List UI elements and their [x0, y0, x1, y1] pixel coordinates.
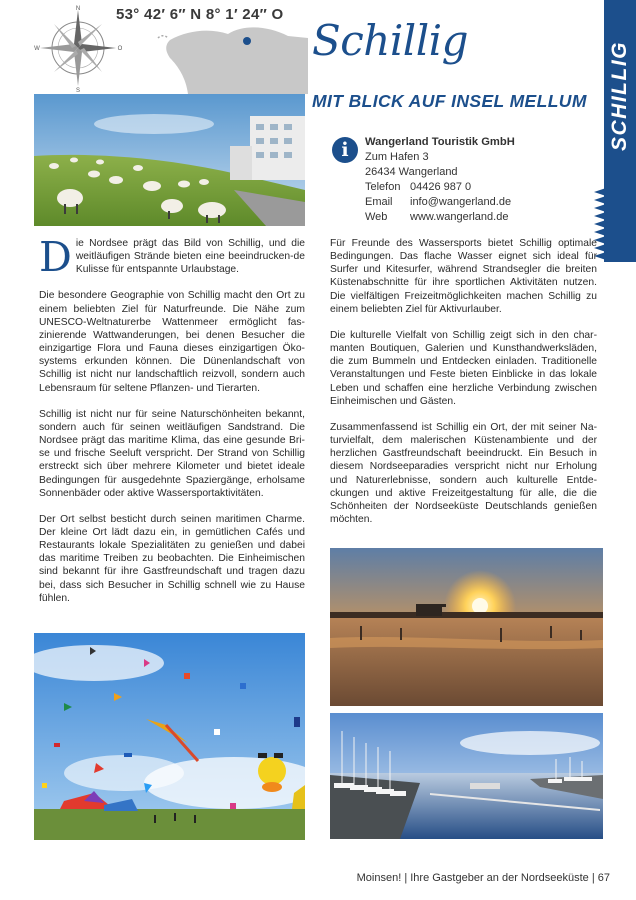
contact-street: Zum Hafen 3: [365, 151, 429, 163]
photo-marina: [330, 713, 603, 839]
paragraph: Die kulturelle Vielfalt von Schillig zeigt sich in den char-manten Boutiquen, Galerien und Kunsthandwerksläden, die zum Bummeln und Entdecken einladen. Traditionelle Veranstaltungen und Feste bieten Einblicke in das lokale Leben und schaffen eine herzliche Verbindung zwischen Einheimischen und Gästen.: [330, 329, 597, 407]
compass-rose-icon: [34, 4, 122, 92]
coastline-map-icon: [148, 14, 308, 94]
photo-kite-festival: [34, 633, 305, 840]
contact-row-web: Web www.wangerland.de: [365, 211, 509, 223]
drop-cap: D: [39, 233, 72, 281]
photo-sunset-beach: [330, 548, 603, 706]
page-title: Schillig: [312, 16, 468, 65]
page-footer: Moinsen! | Ihre Gastgeber an der Nordseeküste | 67: [356, 872, 610, 884]
contact-phone[interactable]: 04426 987 0: [410, 181, 472, 193]
right-text-column: [330, 237, 597, 539]
compass-s: S: [75, 88, 81, 92]
compass-w: W: [34, 46, 40, 52]
contact-city: 26434 Wangerland: [365, 166, 458, 178]
contact-row-phone: Telefon 04426 987 0: [365, 181, 472, 193]
paragraph: Zusammenfassend ist Schillig ein Ort, der mit seiner Na-turvielfalt, dem malerischen Küstenambiente und der herzlichen Gastfreundschaft beeindruckt. Ein Besuch in diesem Nordseeparadies verspricht nicht nur Erholung und Naturerlebnisse, sondern auch kulturelle Entde-ckungen und aktive Freizeitgestaltung für alle, die die Schönheiten der Nordseeküste Deutschlands genießen möchten.: [330, 421, 597, 525]
side-tab-label: SCHILLIG: [608, 41, 631, 151]
info-icon: i: [332, 137, 358, 163]
paragraph: Die besondere Geographie von Schillig macht den Ort zu einem beliebten Ziel für Naturfreunde. Die Nähe zum UNESCO-Weltnaturerbe Wattenmeer ermöglicht fas-zinierende Wattwanderungen, bei denen Besucher die einzigartige Flora und Fauna dieses einzigartigen Öko-systems erkunden können. Die Dünenlandschaft von Schillig ist nicht nur landschaftlich reizvoll, sondern auch Lebensraum für seltene Pflanzen- und Tierarten.: [39, 290, 305, 394]
photo-sheep-dike: [34, 94, 305, 226]
contact-web-link[interactable]: www.wangerland.de: [410, 211, 509, 223]
compass-e: O: [117, 46, 122, 52]
paragraph: Für Freunde des Wassersports bietet Schillig optimale Bedingungen. Das flache Wasser eignet sich ideal für Surfer und Kitesurfer, während Strandsegler die breiten Küstenabschnitte für ihre sportlichen Aktivitäten nutzen. Die vielfältigen Freizeitmöglichkeiten machen Schillig zu einem beliebten Ziel für Aktivurlauber.: [330, 238, 597, 315]
left-text-column: [39, 233, 305, 618]
paragraph: Der Ort selbst besticht durch seinen maritimen Charme. Der kleine Ort lädt dazu ein, in gemütlichen Cafés und Restaurants lokale Spezialitäten zu genießen und dabei das maritime Treiben zu beobachten. Die Einheimischen sind bekannt für ihre Gastfreundschaft und tragen dazu bei, dass sich Besucher in Schillig schnell wie zu Hause fühlen.: [39, 513, 305, 604]
side-tab: [604, 0, 636, 262]
contact-company: Wangerland Touristik GmbH: [365, 136, 515, 148]
compass-n: N: [75, 6, 81, 12]
page-subtitle: MIT BLICK AUF INSEL MELLUM: [312, 91, 587, 111]
contact-row-email: Email info@wangerland.de: [365, 196, 512, 208]
paragraph: Die Nordsee prägt das Bild von Schillig, und die weitläufigen Strände bieten eine beeindrucken-de Kulisse für entspannte Urlaubstage.: [39, 233, 305, 281]
geo-coordinates: 53° 42′ 6″ N 8° 1′ 24″ O: [116, 6, 284, 23]
paragraph: Schillig ist nicht nur für seine Naturschönheiten bekannt, sondern auch für seinen weitläufigen Sandstrand. Die Nordsee prägt das maritime Klima, das eine gesunde Bri-se und frische Seeluft verspricht. Der Strand von Schillig erstreckt sich über mehrere Kilometer und bietet ideale Bedingungen für ausgedehnte Spaziergänge, erholsame Sonnenbäder oder aktive Wassersportaktivitäten.: [39, 408, 305, 499]
contact-email-link[interactable]: info@wangerland.de: [410, 196, 512, 208]
